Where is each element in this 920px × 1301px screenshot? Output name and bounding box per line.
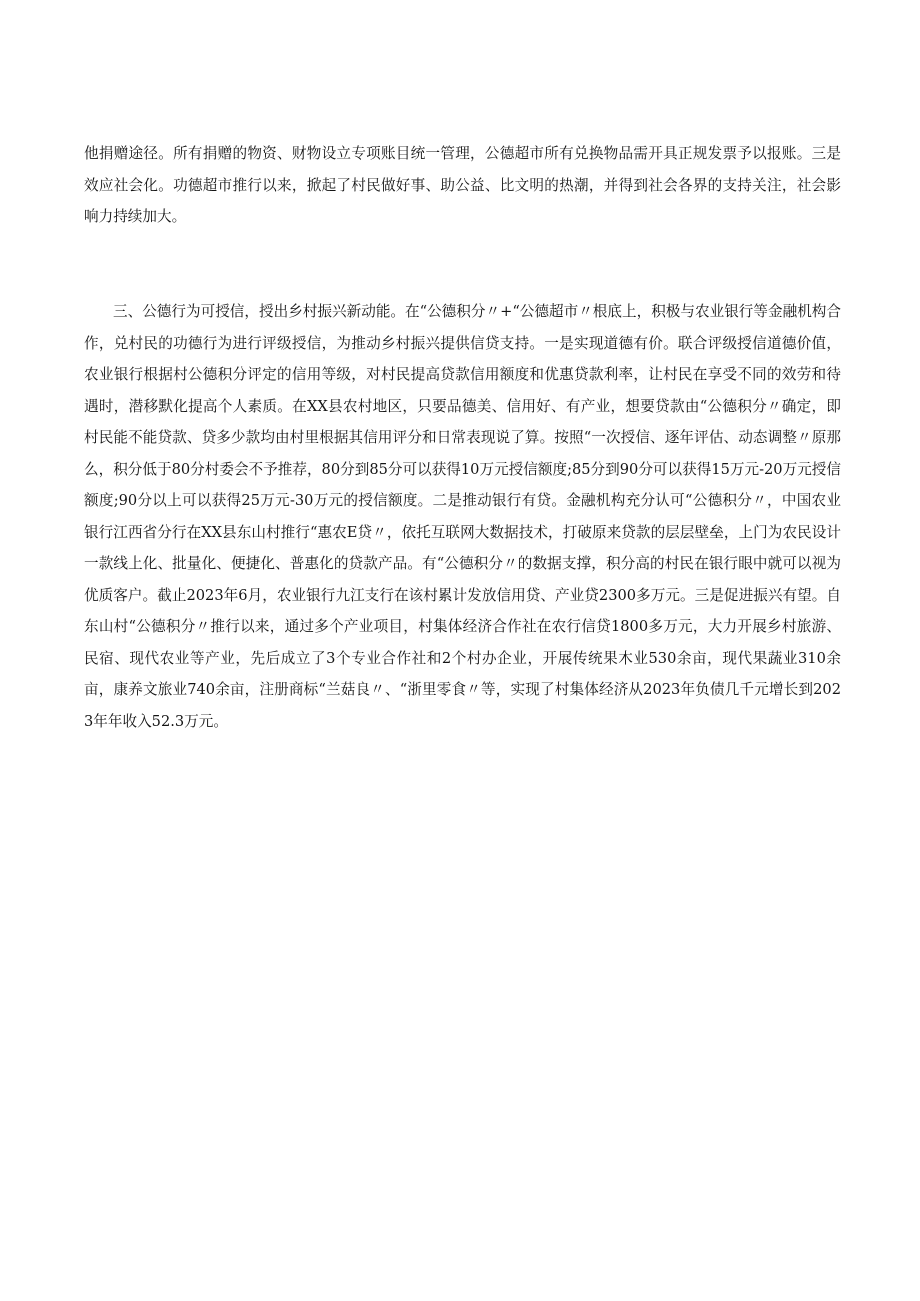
paragraph-section-three: 三、公德行为可授信，授出乡村振兴新动能。在“公德积分〃+“公德超市〃根底上，积极与农业银行等金融机构合作，兑村民的功德行为进行评级授信，为推动乡村振兴提供信贷支持。一是实现道德有价。联合评级授信道德价值，农业银行根据村公德积分评定的信用等级，对村民提高贷款信用额度和优惠贷款利率，让村民在享受不同的效劳和待遇时，潜移默化提高个人素质。在XX县农村地区，只要品德美、信用好、有产业，想要贷款由“公德积分〃确定，即村民能不能贷款、贷多少款均由村里根据其信用评分和日常表现说了算。按照“一次授信、逐年评估、动态调整〃原那么，积分低于80分村委会不予推荐，80分到85分可以获得10万元授信额度;85分到90分可以获得15万元-20万元授信额度;90分以上可以获得25万元-30万元的授信额度。二是推动银行有贷。金融机构充分认可“公德积分〃，中国农业银行江西省分行在XX县东山村推行“惠农E贷〃，依托互联网大数据技术，打破原来贷款的层层壁垒，上门为农民设计一款线上化、批量化、便捷化、普惠化的贷款产品。有“公德积分〃的数据支撑，积分高的村民在银行眼中就可以视为优质客户。截止2023年6月，农业银行九江支行在该村累计发放信用贷、产业贷2300多万元。三是促进振兴有望。自东山村“公德积分〃推行以来，通过多个产业项目，村集体经济合作社在农行信贷1800多万元，大力开展乡村旅游、民宿、现代农业等产业，先后成立了3个专业合作社和2个村办企业，开展传统果木业530余亩，现代果蔬业310余亩，康养文旅业740余亩，注册商标“兰菇良〃、“浙里零食〃等，实现了村集体经济从2023年负债几千元增长到2023年年收入52.3万元。 [84, 303, 841, 730]
paragraph-continuation: 他捐赠途径。所有捐赠的物资、财物设立专项账目统一管理，公德超市所有兑换物品需开具正规发票予以报账。三是效应社会化。功德超市推行以来，掀起了村民做好事、助公益、比文明的热潮，并得到社会各界的支持关注，社会影响力持续加大。 [84, 145, 841, 225]
